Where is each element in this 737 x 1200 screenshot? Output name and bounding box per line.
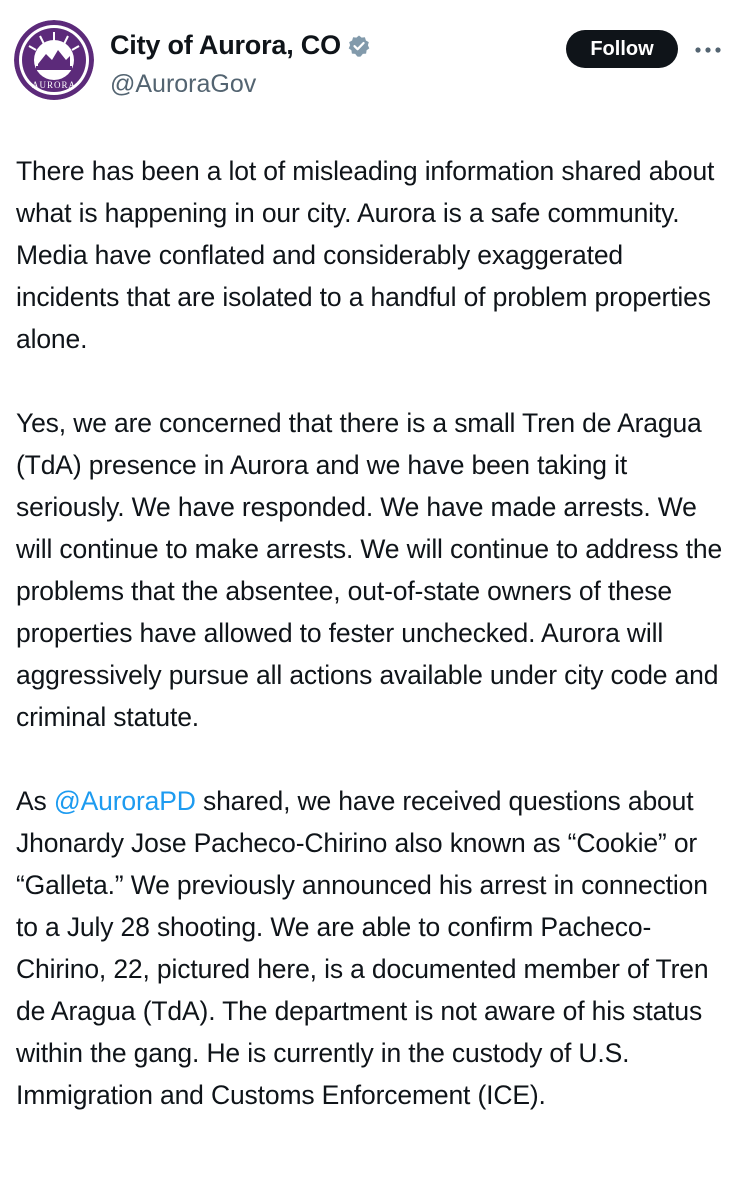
account-handle[interactable]: @AuroraGov [110,70,257,98]
display-name[interactable]: City of Aurora, CO [110,30,341,60]
verified-badge-icon[interactable] [347,34,371,58]
tweet-paragraph-3 [16,780,726,1116]
avatar[interactable] [14,20,94,100]
tweet-header [0,0,737,120]
tweet-text [16,150,726,1158]
paragraph-3-text: shared, we have received questions about Jhonardy Jose Pacheco-Chirino also known as “Cookie” or “Galleta.” We previously announced his arrest in connection to a July 28 shooting. We are able to confirm Pacheco-Chirino, 22, pictured here, is a documented member of Tren de Aragua (TdA). The department is not aware of his status within the gang. He is currently in the custody of U.S. Immigration and Customs Enforcement (ICE). [16,786,709,1110]
mention-link-aurorapd[interactable]: @AuroraPD [53,786,196,816]
city-seal-logo [14,20,94,100]
follow-button[interactable]: Follow [566,30,678,68]
tweet-paragraph-1: There has been a lot of misleading information shared about what is happening in our city. Aurora is a safe community. Media have conflated and considerably exaggerated incidents that are isolated to a handful of problem properties alone. [16,156,715,354]
display-name-row [110,30,371,61]
more-options-icon[interactable] [692,38,724,62]
svg-text:AURORA: AURORA [31,80,77,90]
tweet-paragraph-2: Yes, we are concerned that there is a small Tren de Aragua (TdA) presence in Aurora and we have been taking it seriously. We have responded. We have made arrests. We will continue to make arrests. We will continue to address the problems that the absentee, out-of-state owners of these properties have allowed to fester unchecked. Aurora will aggressively pursue all actions available under city code and criminal statute. [16,408,723,732]
paragraph-3-prefix: As [16,786,54,816]
